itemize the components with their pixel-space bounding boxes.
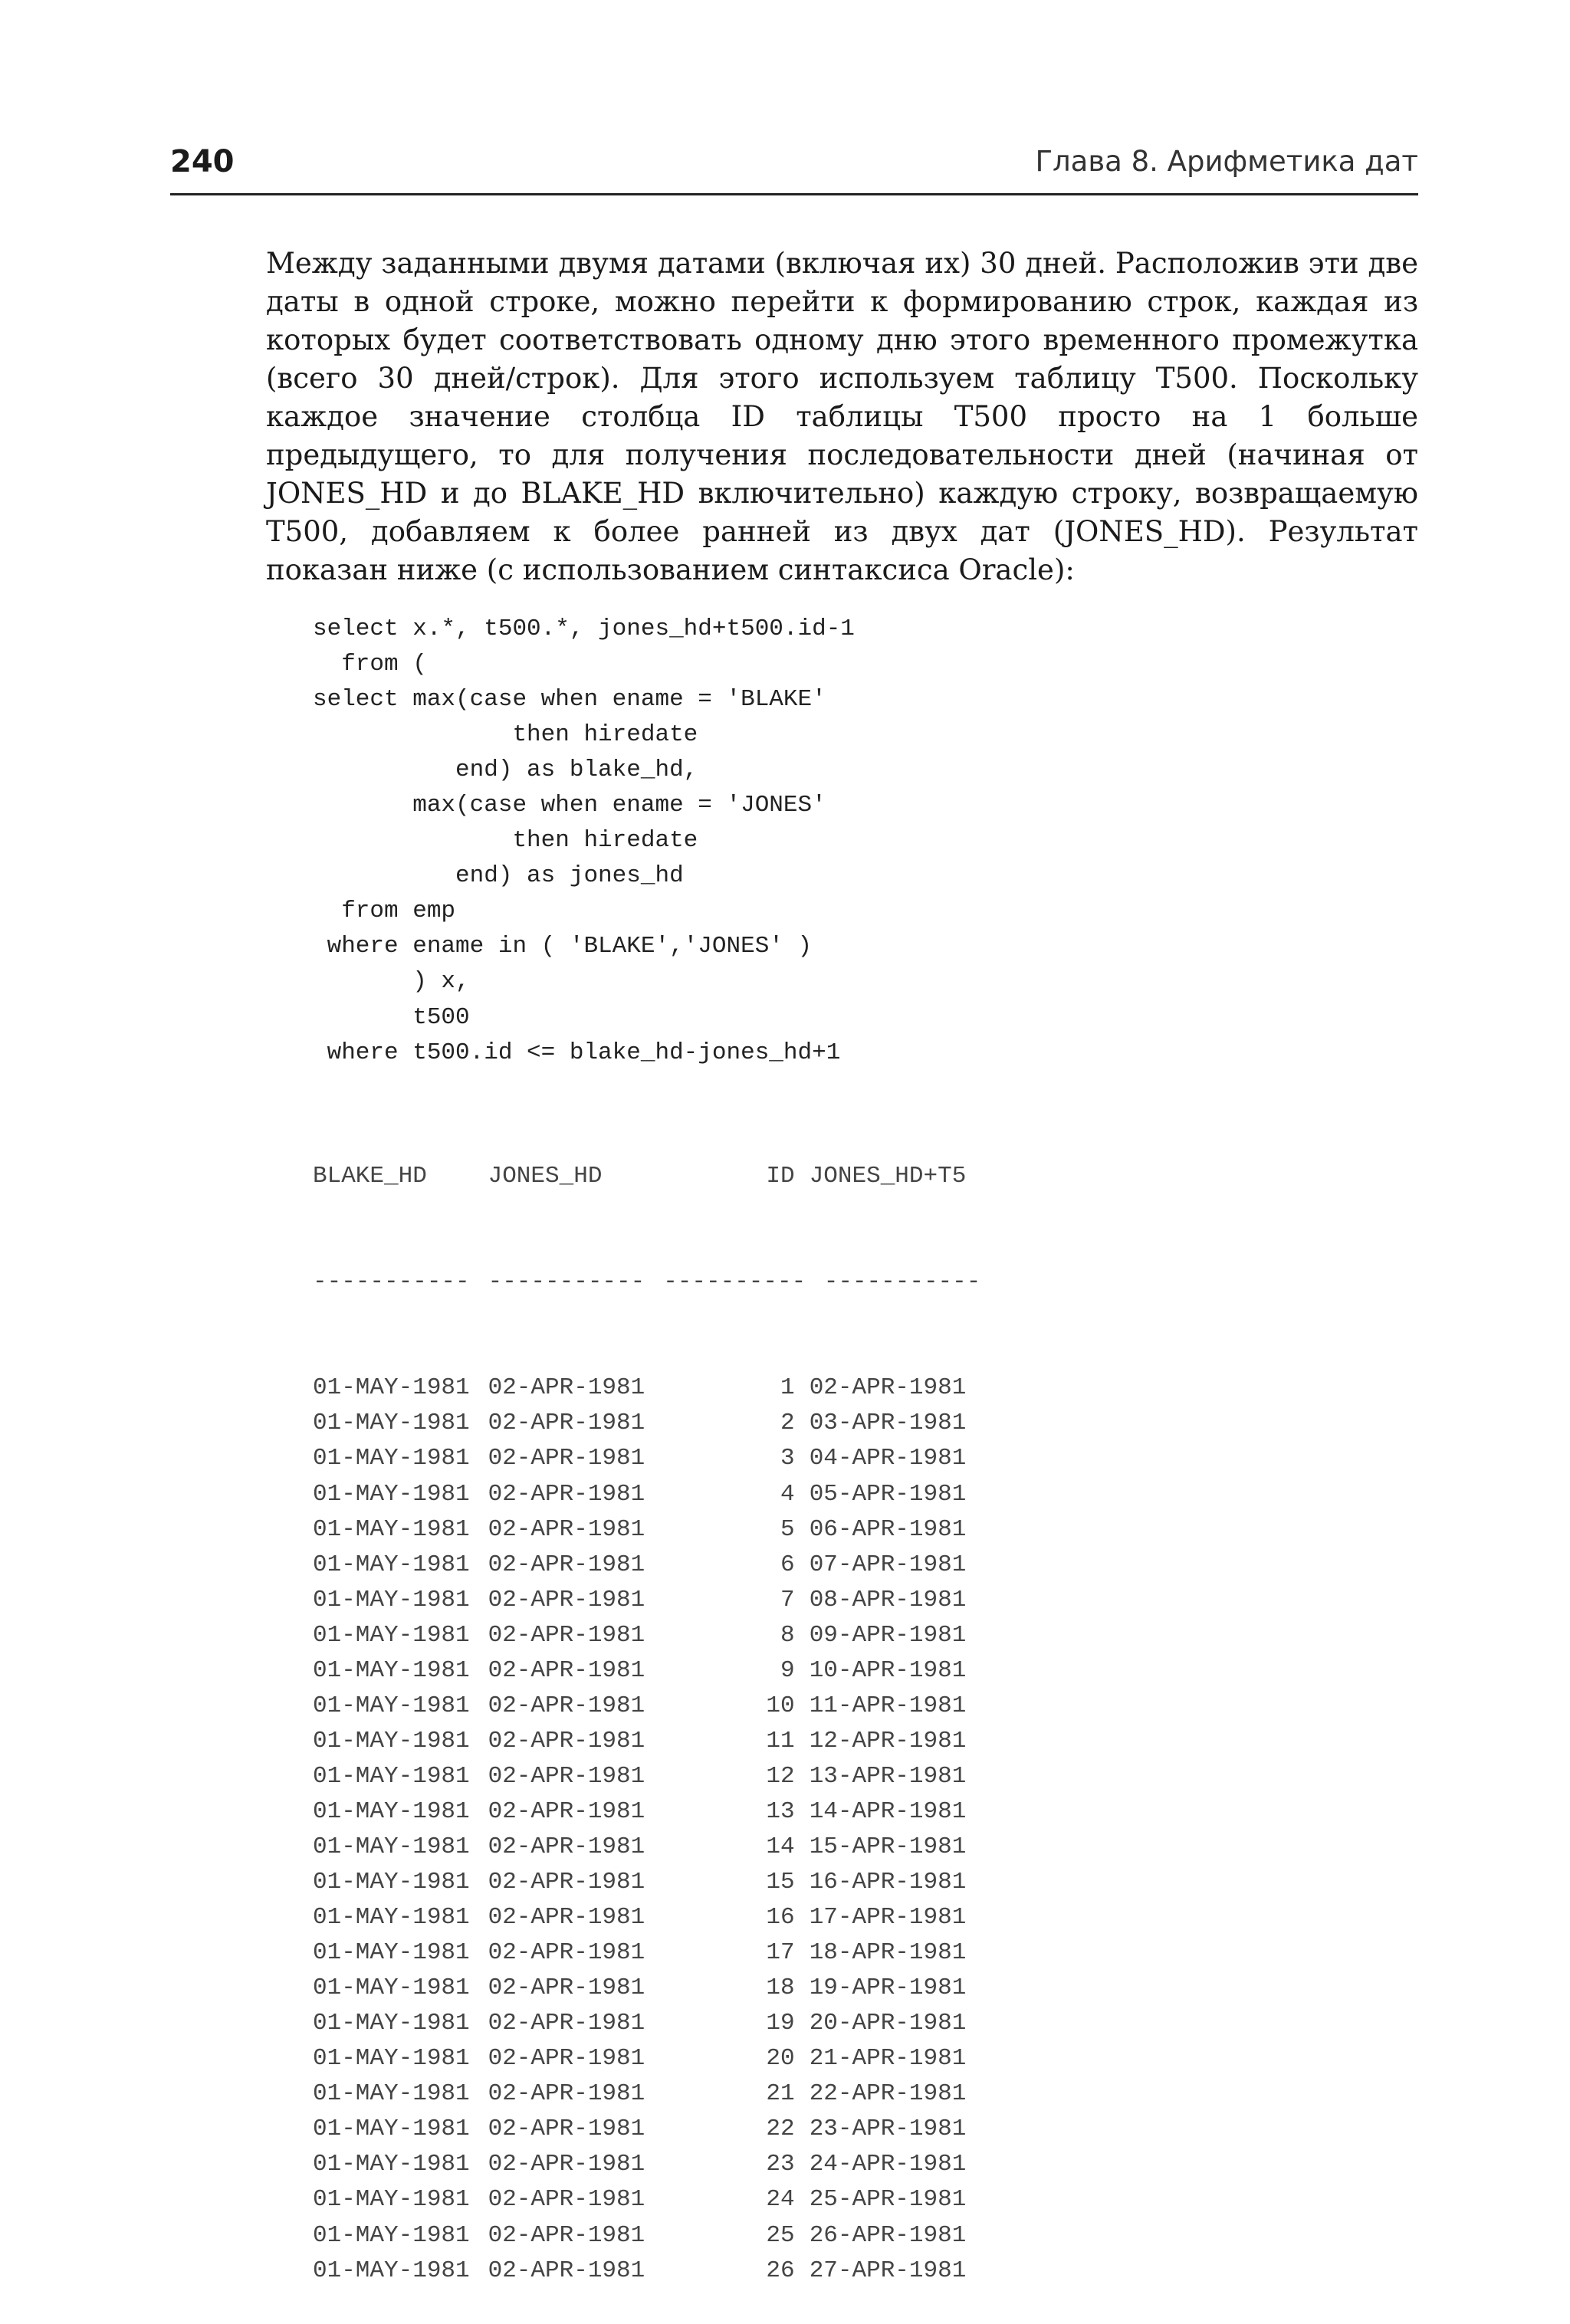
cell-jones-hd-t5: 17-APR-1981 <box>809 1904 967 1932</box>
cell-blake-hd: 01-MAY-1981 <box>313 1833 470 1860</box>
cell-jones-hd: 02-APR-1981 <box>488 2116 645 2143</box>
table-row <box>313 2006 984 2041</box>
cell-blake-hd: 01-MAY-1981 <box>313 1904 470 1932</box>
cell-id: 19 <box>766 2010 795 2037</box>
cell-jones-hd-t5: 23-APR-1981 <box>809 2116 967 2143</box>
cell-id: 26 <box>766 2257 795 2284</box>
column-header-id: ID <box>766 1163 795 1190</box>
sql-code-listing: select x.*, t500.*, jones_hd+t500.id-1 from ( select max(case when ename = 'BLAKE' then hiredate end) as blake_hd, max(case when ename = 'JONES' then hiredate end) as jones_hd from emp where ename in ( 'BLAKE','JONES' ) ) x, t500 where t500.id <= blake_hd-jones_hd+1 <box>313 615 855 1066</box>
table-row <box>313 1900 984 1935</box>
table-row <box>313 1653 984 1689</box>
cell-jones-hd: 02-APR-1981 <box>488 2045 645 2073</box>
cell-jones-hd-t5: 24-APR-1981 <box>809 2151 967 2178</box>
column-header-jones-hd: JONES_HD <box>488 1163 603 1190</box>
cell-blake-hd: 01-MAY-1981 <box>313 1445 470 1472</box>
cell-jones-hd-t5: 20-APR-1981 <box>809 2010 967 2037</box>
table-row <box>313 2076 984 2112</box>
cell-jones-hd-t5: 04-APR-1981 <box>809 1445 967 1472</box>
table-row <box>313 1512 984 1548</box>
cell-jones-hd: 02-APR-1981 <box>488 1692 645 1719</box>
cell-blake-hd: 01-MAY-1981 <box>313 1869 470 1896</box>
cell-jones-hd-t5: 15-APR-1981 <box>809 1833 967 1860</box>
column-header-jones-hd-t5: JONES_HD+T5 <box>809 1163 967 1190</box>
cell-blake-hd: 01-MAY-1981 <box>313 1939 470 1967</box>
table-row <box>313 1689 984 1724</box>
cell-id: 20 <box>766 2045 795 2073</box>
cell-jones-hd-t5: 26-APR-1981 <box>809 2221 967 2249</box>
cell-id: 7 <box>780 1586 795 1613</box>
table-row <box>313 2253 984 2289</box>
cell-jones-hd-t5: 05-APR-1981 <box>809 1480 967 1508</box>
result-separator-row <box>313 1265 984 1300</box>
cell-blake-hd: 01-MAY-1981 <box>313 2045 470 2073</box>
result-rows <box>313 1370 984 2288</box>
cell-jones-hd: 02-APR-1981 <box>488 1374 645 1402</box>
cell-blake-hd: 01-MAY-1981 <box>313 1374 470 1402</box>
cell-blake-hd: 01-MAY-1981 <box>313 2010 470 2037</box>
cell-jones-hd: 02-APR-1981 <box>488 1833 645 1860</box>
cell-id: 21 <box>766 2080 795 2108</box>
table-row <box>313 2041 984 2076</box>
cell-blake-hd: 01-MAY-1981 <box>313 1797 470 1825</box>
cell-jones-hd-t5: 22-APR-1981 <box>809 2080 967 2108</box>
table-row <box>313 1724 984 1759</box>
cell-blake-hd: 01-MAY-1981 <box>313 1410 470 1437</box>
cell-jones-hd: 02-APR-1981 <box>488 1762 645 1790</box>
cell-jones-hd: 02-APR-1981 <box>488 1797 645 1825</box>
cell-blake-hd: 01-MAY-1981 <box>313 2080 470 2108</box>
cell-jones-hd-t5: 13-APR-1981 <box>809 1762 967 1790</box>
page-number: 240 <box>170 144 235 179</box>
separator: ----------- <box>488 1269 645 1296</box>
cell-blake-hd: 01-MAY-1981 <box>313 2257 470 2284</box>
cell-id: 12 <box>766 1762 795 1790</box>
cell-jones-hd: 02-APR-1981 <box>488 1904 645 1932</box>
cell-blake-hd: 01-MAY-1981 <box>313 1974 470 2002</box>
cell-id: 2 <box>780 1410 795 1437</box>
cell-jones-hd-t5: 11-APR-1981 <box>809 1692 967 1719</box>
cell-id: 3 <box>780 1445 795 1472</box>
cell-jones-hd-t5: 09-APR-1981 <box>809 1621 967 1649</box>
query-result-table <box>313 1088 984 2324</box>
cell-id: 25 <box>766 2221 795 2249</box>
table-row <box>313 1477 984 1512</box>
cell-blake-hd: 01-MAY-1981 <box>313 1515 470 1543</box>
cell-blake-hd: 01-MAY-1981 <box>313 2221 470 2249</box>
cell-blake-hd: 01-MAY-1981 <box>313 1586 470 1613</box>
cell-id: 9 <box>780 1656 795 1684</box>
table-row <box>313 2218 984 2253</box>
cell-id: 11 <box>766 1727 795 1754</box>
cell-jones-hd: 02-APR-1981 <box>488 2151 645 2178</box>
cell-id: 18 <box>766 1974 795 2002</box>
cell-jones-hd-t5: 14-APR-1981 <box>809 1797 967 1825</box>
table-row <box>313 1759 984 1794</box>
table-row <box>313 1865 984 1900</box>
cell-blake-hd: 01-MAY-1981 <box>313 1727 470 1754</box>
cell-blake-hd: 01-MAY-1981 <box>313 1551 470 1578</box>
cell-jones-hd: 02-APR-1981 <box>488 1656 645 1684</box>
cell-jones-hd-t5: 21-APR-1981 <box>809 2045 967 2073</box>
cell-jones-hd-t5: 08-APR-1981 <box>809 1586 967 1613</box>
cell-jones-hd-t5: 18-APR-1981 <box>809 1939 967 1967</box>
cell-id: 13 <box>766 1797 795 1825</box>
running-head: Глава 8. Арифметика дат <box>1035 145 1418 178</box>
cell-jones-hd: 02-APR-1981 <box>488 2010 645 2037</box>
cell-id: 4 <box>780 1480 795 1508</box>
column-header-blake-hd: BLAKE_HD <box>313 1163 427 1190</box>
table-row <box>313 1583 984 1618</box>
cell-blake-hd: 01-MAY-1981 <box>313 1656 470 1684</box>
table-row <box>313 1548 984 1583</box>
cell-jones-hd: 02-APR-1981 <box>488 1445 645 1472</box>
cell-id: 5 <box>780 1515 795 1543</box>
cell-jones-hd: 02-APR-1981 <box>488 2186 645 2214</box>
cell-id: 16 <box>766 1904 795 1932</box>
cell-jones-hd: 02-APR-1981 <box>488 1515 645 1543</box>
cell-id: 17 <box>766 1939 795 1967</box>
table-row <box>313 1441 984 1476</box>
table-row <box>313 2147 984 2182</box>
separator: ----------- <box>313 1269 470 1296</box>
cell-jones-hd-t5: 16-APR-1981 <box>809 1869 967 1896</box>
page-header <box>170 143 1418 195</box>
separator: ----------- <box>823 1269 981 1296</box>
cell-jones-hd: 02-APR-1981 <box>488 1974 645 2002</box>
cell-jones-hd-t5: 12-APR-1981 <box>809 1727 967 1754</box>
cell-jones-hd-t5: 10-APR-1981 <box>809 1656 967 1684</box>
table-row <box>313 1830 984 1865</box>
cell-jones-hd-t5: 06-APR-1981 <box>809 1515 967 1543</box>
cell-id: 6 <box>780 1551 795 1578</box>
table-row <box>313 1794 984 1830</box>
cell-jones-hd: 02-APR-1981 <box>488 1939 645 1967</box>
cell-jones-hd: 02-APR-1981 <box>488 2080 645 2108</box>
cell-id: 15 <box>766 1869 795 1896</box>
cell-blake-hd: 01-MAY-1981 <box>313 2116 470 2143</box>
cell-blake-hd: 01-MAY-1981 <box>313 1621 470 1649</box>
cell-blake-hd: 01-MAY-1981 <box>313 2186 470 2214</box>
cell-jones-hd: 02-APR-1981 <box>488 1621 645 1649</box>
cell-jones-hd: 02-APR-1981 <box>488 2221 645 2249</box>
cell-jones-hd-t5: 07-APR-1981 <box>809 1551 967 1578</box>
cell-jones-hd-t5: 02-APR-1981 <box>809 1374 967 1402</box>
body-paragraph: Между заданными двумя датами (включая их) 30 дней. Расположив эти две даты в одной строке, можно перейти к формированию строк, каждая из которых будет соответствовать одному дню этого временного промежутка (всего 30 дней/строк). Для этого используем таблицу T500. Поскольку каждое значение столбца ID таблицы T500 просто на 1 больше предыдущего, то для получения последовательности дней (начиная от JONES_HD и до BLAKE_HD включительно) каждую строку, возвращаемую T500, добавляем к более ранней из двух дат (JONES_HD). Результат показан ниже (с использованием синтаксиса Oracle): <box>266 247 1418 586</box>
cell-jones-hd-t5: 19-APR-1981 <box>809 1974 967 2002</box>
cell-id: 8 <box>780 1621 795 1649</box>
cell-id: 23 <box>766 2151 795 2178</box>
cell-jones-hd: 02-APR-1981 <box>488 2257 645 2284</box>
separator: ---------- <box>663 1269 806 1296</box>
cell-blake-hd: 01-MAY-1981 <box>313 1692 470 1719</box>
cell-jones-hd: 02-APR-1981 <box>488 1551 645 1578</box>
table-row <box>313 1935 984 1971</box>
cell-jones-hd-t5: 27-APR-1981 <box>809 2257 967 2284</box>
cell-blake-hd: 01-MAY-1981 <box>313 2151 470 2178</box>
cell-jones-hd-t5: 25-APR-1981 <box>809 2186 967 2214</box>
cell-id: 22 <box>766 2116 795 2143</box>
table-row <box>313 2182 984 2217</box>
cell-id: 14 <box>766 1833 795 1860</box>
result-header-row <box>313 1159 984 1194</box>
cell-id: 24 <box>766 2186 795 2214</box>
cell-id: 10 <box>766 1692 795 1719</box>
cell-blake-hd: 01-MAY-1981 <box>313 1762 470 1790</box>
table-row <box>313 1406 984 1441</box>
cell-jones-hd: 02-APR-1981 <box>488 1727 645 1754</box>
cell-id: 1 <box>780 1374 795 1402</box>
cell-jones-hd: 02-APR-1981 <box>488 1869 645 1896</box>
cell-jones-hd: 02-APR-1981 <box>488 1480 645 1508</box>
cell-blake-hd: 01-MAY-1981 <box>313 1480 470 1508</box>
table-row <box>313 2112 984 2147</box>
cell-jones-hd-t5: 03-APR-1981 <box>809 1410 967 1437</box>
table-row <box>313 1618 984 1653</box>
cell-jones-hd: 02-APR-1981 <box>488 1410 645 1437</box>
table-row <box>313 1370 984 1406</box>
cell-jones-hd: 02-APR-1981 <box>488 1586 645 1613</box>
table-row <box>313 1971 984 2006</box>
